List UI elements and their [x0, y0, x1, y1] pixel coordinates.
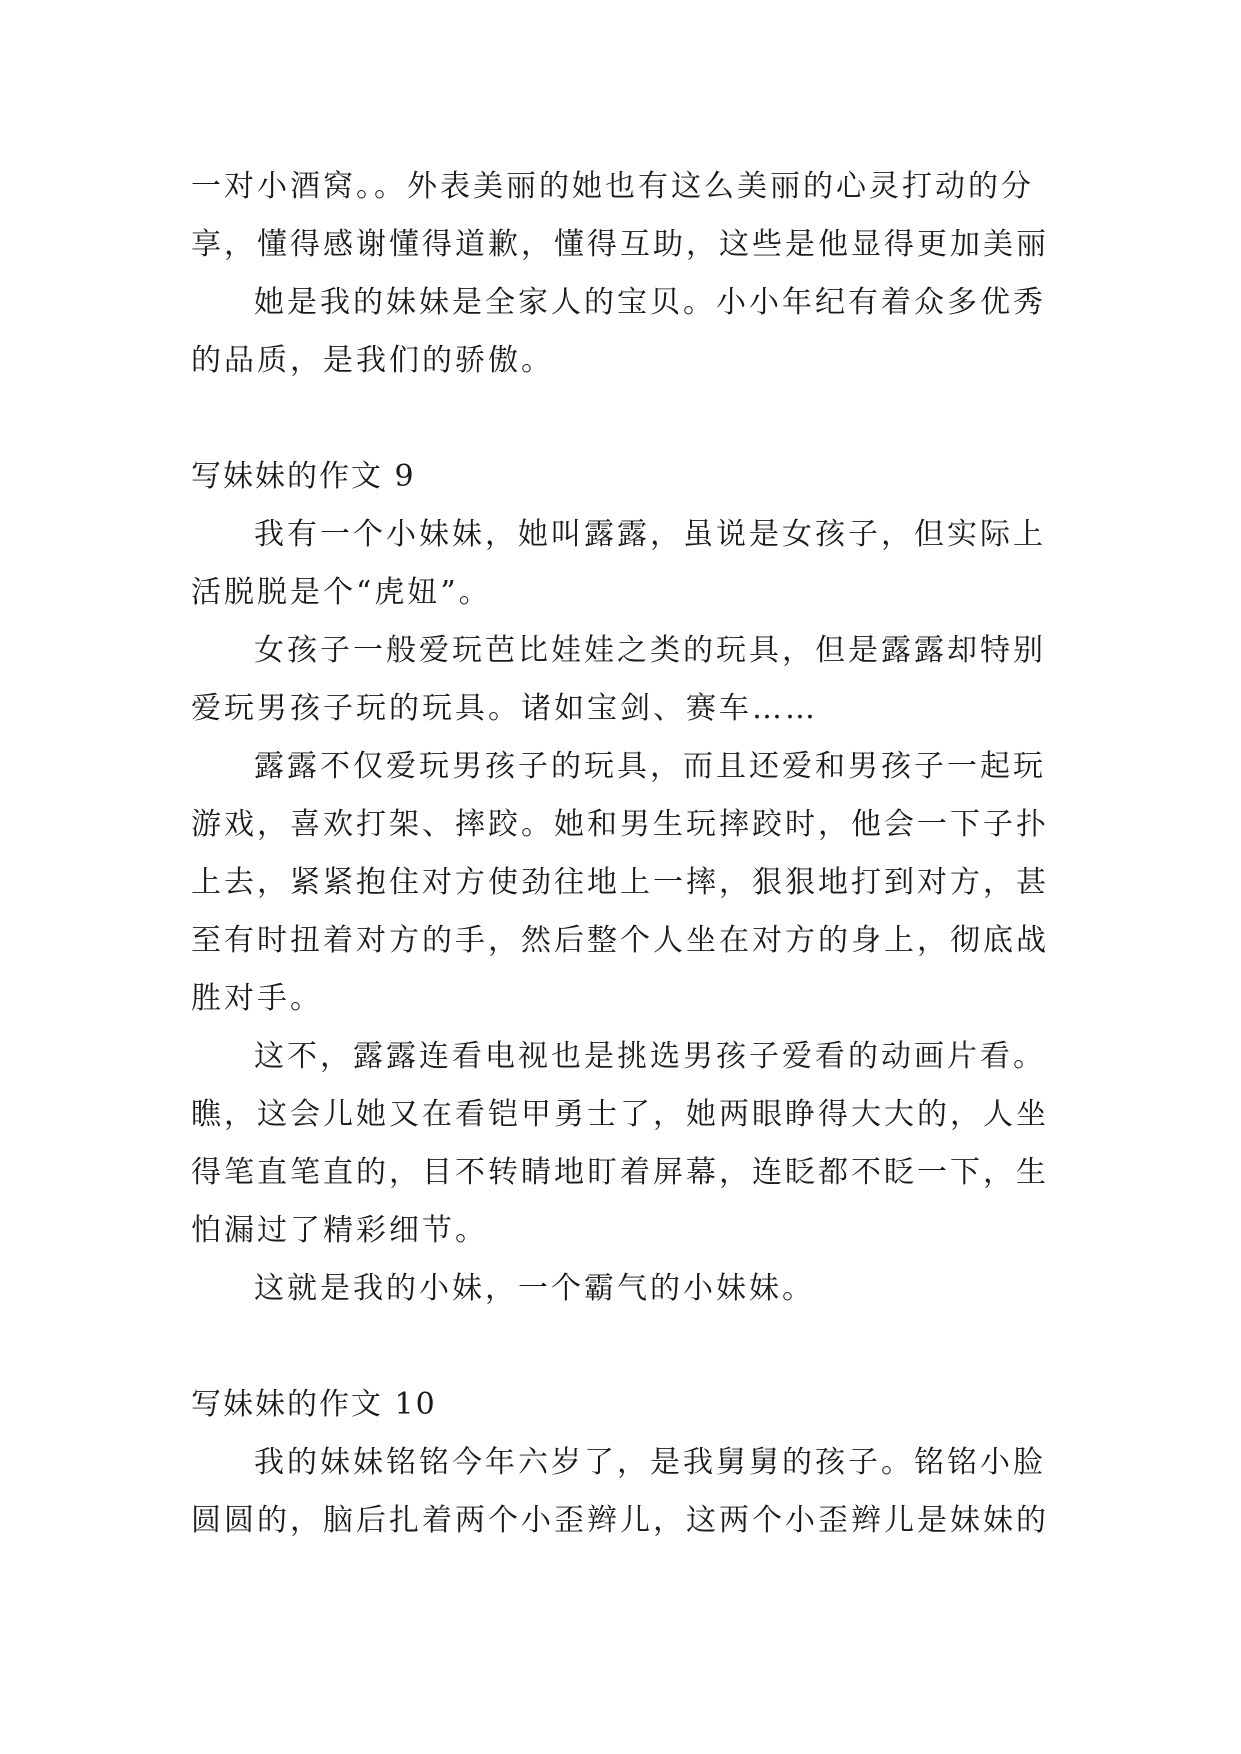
- section-9-title: 写妹妹的作文 9: [191, 459, 416, 494]
- section-10-title: 写妹妹的作文 10: [191, 1387, 437, 1422]
- section-gap: [191, 1318, 1071, 1376]
- paragraph-line: 胜对手。: [191, 981, 323, 1016]
- paragraph-line: 享，懂得感谢懂得道歉，懂得互助，这些是他显得更加美丽: [191, 227, 1049, 262]
- paragraph-line: 的品质，是我们的骄傲。: [191, 343, 554, 378]
- paragraph-line: 这不，露露连看电视也是挑选男孩子爱看的动画片看。: [254, 1039, 1046, 1074]
- paragraph-line: 我有一个小妹妹，她叫露露，虽说是女孩子，但实际上: [254, 517, 1046, 552]
- paragraph-line: 露露不仅爱玩男孩子的玩具，而且还爱和男孩子一起玩: [254, 749, 1046, 784]
- paragraph-line: 爱玩男孩子玩的玩具。诸如宝剑、赛车……: [191, 691, 818, 726]
- paragraph-line: 得笔直笔直的，目不转睛地盯着屏幕，连眨都不眨一下，生: [191, 1155, 1049, 1190]
- paragraph-line: 上去，紧紧抱住对方使劲往地上一摔，狠狠地打到对方，甚: [191, 865, 1049, 900]
- paragraph-line: 这就是我的小妹，一个霸气的小妹妹。: [254, 1271, 815, 1306]
- paragraph-line: 瞧，这会儿她又在看铠甲勇士了，她两眼睁得大大的，人坐: [191, 1097, 1049, 1132]
- paragraph-line: 游戏，喜欢打架、摔跤。她和男生玩摔跤时，他会一下子扑: [191, 807, 1049, 842]
- paragraph-line: 活脱脱是个“虎妞”。: [191, 575, 492, 610]
- paragraph-line: 怕漏过了精彩细节。: [191, 1213, 488, 1248]
- paragraph-line: 圆圆的，脑后扎着两个小歪辫儿，这两个小歪辫儿是妹妹的: [191, 1503, 1049, 1538]
- paragraph-line: 至有时扭着对方的手，然后整个人坐在对方的身上，彻底战: [191, 923, 1049, 958]
- paragraph-line: 女孩子一般爱玩芭比娃娃之类的玩具，但是露露却特别: [254, 633, 1046, 668]
- paragraph-line: 一对小酒窝。。外表美丽的她也有这么美丽的心灵打动的分: [191, 169, 1034, 204]
- section-gap: [191, 390, 1071, 448]
- paragraph-line: 我的妹妹铭铭今年六岁了，是我舅舅的孩子。铭铭小脸: [254, 1445, 1046, 1480]
- paragraph-line: 她是我的妹妹是全家人的宝贝。小小年纪有着众多优秀: [254, 285, 1046, 320]
- document-page: [191, 158, 1071, 1550]
